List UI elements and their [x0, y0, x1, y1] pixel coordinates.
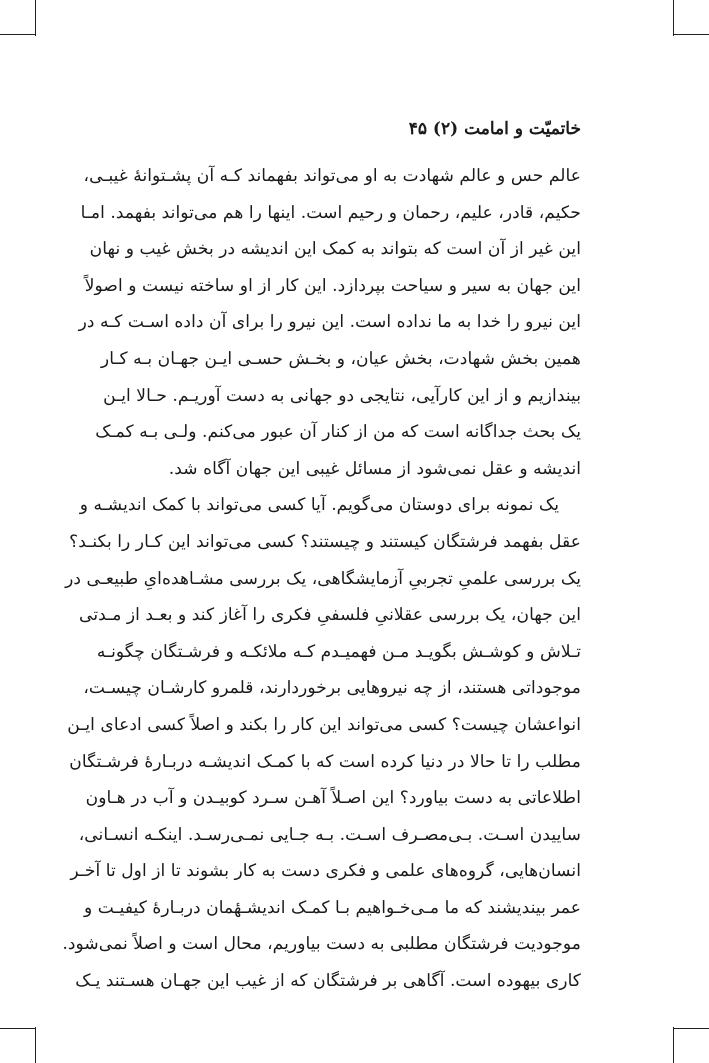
text-line: حکیم، قادر، علیم، رحمان و رحیم است. اینها را هم می‌تواند بفهمد. امـا	[80, 202, 581, 223]
crop-mark	[673, 1027, 674, 1063]
crop-mark	[673, 34, 709, 35]
text-line: اطلاعاتی به دست بیاورد؟ این اصـلاً آهـن سـرد کوبیـدن و آب در هـاون	[85, 788, 581, 809]
body-text	[62, 158, 581, 1000]
crop-mark	[35, 0, 36, 36]
running-header	[131, 114, 581, 144]
text-line: موجودیت فرشتگان مطلبی به دست بیاوریم، محال است و اصلاً نمی‌شود.	[62, 934, 581, 955]
text-line: عالم حس و عالم شهادت به او می‌تواند بفهماند کـه آن پشـتوانهٔ غیبـی،	[83, 166, 581, 186]
text-line: یک نمونه برای دوستان می‌گویم. آیا کسی می‌تواند با کمک اندیشـه و	[79, 495, 559, 516]
text-line: ساییدن اسـت. بـی‌مصـرف اسـت. بـه جـایی نمـی‌رسـد. اینکـه انسـانی،	[78, 824, 581, 845]
text-line: این جهان، یک بررسی عقلانیِ فلسفیِ فکری را آغاز کند و بعـد از مـدتی	[79, 605, 581, 626]
text-line: یک بررسی علمیِ تجربیِ آزمایشگاهی، یک بررسی مشـاهده‌ایِ طبیعـی در	[65, 568, 581, 589]
text-line: بیندازیم و از این کارآیی، نتایجی دو جهانی به دست آوریـم. حـالا ایـن	[103, 385, 581, 406]
text-line: عمر بیندیشند که ما مـی‌خـواهیم بـا کمـک اندیشـهٔمان دربـارهٔ کیفیـت و	[83, 897, 581, 918]
crop-mark	[35, 1027, 36, 1063]
running-title: خاتمیّت و امامت (۲)	[432, 119, 581, 139]
text-line: این جهان به سیر و سیاحت بپردازد. این کار از او ساخته نیست و اصولاً	[84, 275, 581, 296]
crop-mark	[0, 1028, 36, 1029]
crop-mark	[673, 1028, 709, 1029]
text-line: این غیر از آن است که بتواند به کمک این اندیشه در بخش غیب و نهان	[89, 239, 581, 260]
text-line: عقل بفهمد فرشتگان کیستند و چیستند؟ کسی می‌تواند این کـار را بکنـد؟	[69, 531, 581, 552]
crop-mark	[0, 34, 36, 35]
page-number: ۴۵	[408, 119, 427, 139]
crop-mark	[673, 0, 674, 36]
text-line: همین بخش شهادت، بخش عیان، و بخـش حسـی ایـن جهـان بـه کـار	[100, 348, 581, 369]
text-line: این نیرو را خدا به ما نداده است. این نیرو را برای آن داده اسـت کـه در	[78, 312, 581, 333]
text-line: اندیشه و عقل نمی‌شود از مسائل غیبی این جهان آگاه شد.	[168, 458, 581, 479]
text-line: مطلب را تا حالا در دنیا کرده است که با کمـک اندیشـه دربـارهٔ فرشـتگان	[69, 751, 581, 772]
text-line: کاری بیهوده است. آگاهی بر فرشتگان که از غیب این جهـان هسـتند یـک	[75, 971, 581, 992]
text-line: یک بحث جداگانه است که من از کنار آن عبور می‌کنم. ولـی بـه کمـک	[95, 422, 581, 443]
text-line: موجوداتی هستند، از چه نیروهایی برخوردارند، قلمرو کارشـان چیسـت،	[83, 678, 581, 699]
text-line: انسان‌هایی، گروه‌های علمی و فکری دست به کار بشوند تا از اول تا آخـر	[70, 861, 581, 882]
text-line: تـلاش و کوشـش بگویـد مـن فهمیـدم کـه ملائکـه و فرشـتگان چگونـه	[96, 641, 581, 662]
text-line: انواعشان چیست؟ کسی می‌تواند این کار را بکند و اصلاً کسی ادعای ایـن	[67, 714, 581, 735]
